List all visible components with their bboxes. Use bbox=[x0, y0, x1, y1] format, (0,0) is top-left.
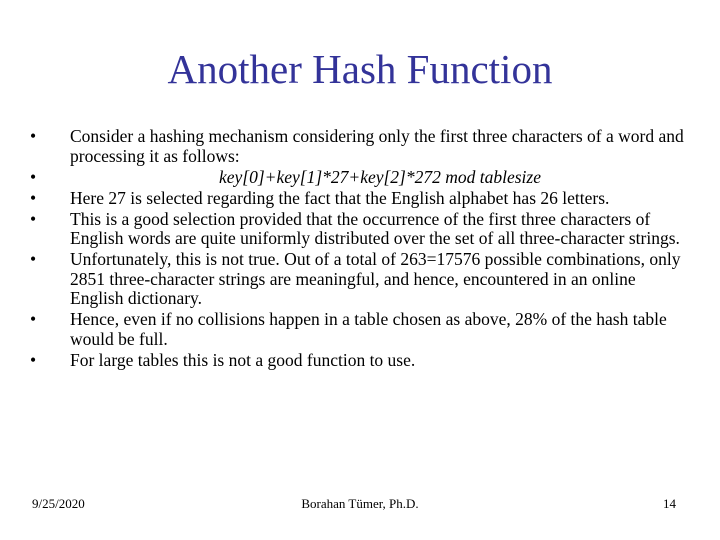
bullet-text: Hence, even if no collisions happen in a table chosen as above, 28% of the hash table would be full. bbox=[70, 309, 667, 349]
footer-date: 9/25/2020 bbox=[32, 496, 85, 511]
footer-author: Borahan Tümer, Ph.D. bbox=[301, 496, 419, 511]
footer-page-number: 14 bbox=[663, 496, 676, 511]
bullet-item bbox=[30, 310, 690, 349]
bullet-marker: • bbox=[30, 208, 37, 229]
bullet-text: This is a good selection provided that the occurrence of the first three characters of English words are quite uniformly distributed over the set of all three-character strings. bbox=[70, 208, 680, 248]
bullet-text: For large tables this is not a good function to use. bbox=[70, 349, 416, 370]
bullet-item bbox=[30, 210, 690, 249]
bullet-item-formula bbox=[30, 168, 690, 188]
formula-text: key[0]+key[1]*27+key[2]*272 mod tablesize bbox=[218, 166, 541, 187]
bullet-item bbox=[30, 189, 690, 209]
bullet-text: Here 27 is selected regarding the fact that the English alphabet has 26 letters. bbox=[70, 187, 610, 208]
bullet-item bbox=[30, 351, 690, 371]
bullet-text: Unfortunately, this is not true. Out of a total of 263=17576 possible combinations, only 2851 three-character strings are meaningful, and hence, encountered in an online English dictionary. bbox=[70, 249, 681, 308]
bullet-marker: • bbox=[30, 166, 37, 187]
bullet-item bbox=[30, 250, 690, 309]
bullet-list bbox=[30, 127, 690, 372]
bullet-marker: • bbox=[30, 349, 37, 370]
bullet-marker: • bbox=[30, 187, 37, 208]
bullet-marker: • bbox=[30, 309, 37, 329]
bullet-marker: • bbox=[30, 249, 37, 269]
bullet-text: Consider a hashing mechanism considering only the first three characters of a word and processing it as follows: bbox=[70, 126, 684, 166]
bullet-marker: • bbox=[30, 126, 37, 146]
slide-title: Another Hash Function bbox=[167, 46, 553, 92]
bullet-item bbox=[30, 127, 690, 166]
